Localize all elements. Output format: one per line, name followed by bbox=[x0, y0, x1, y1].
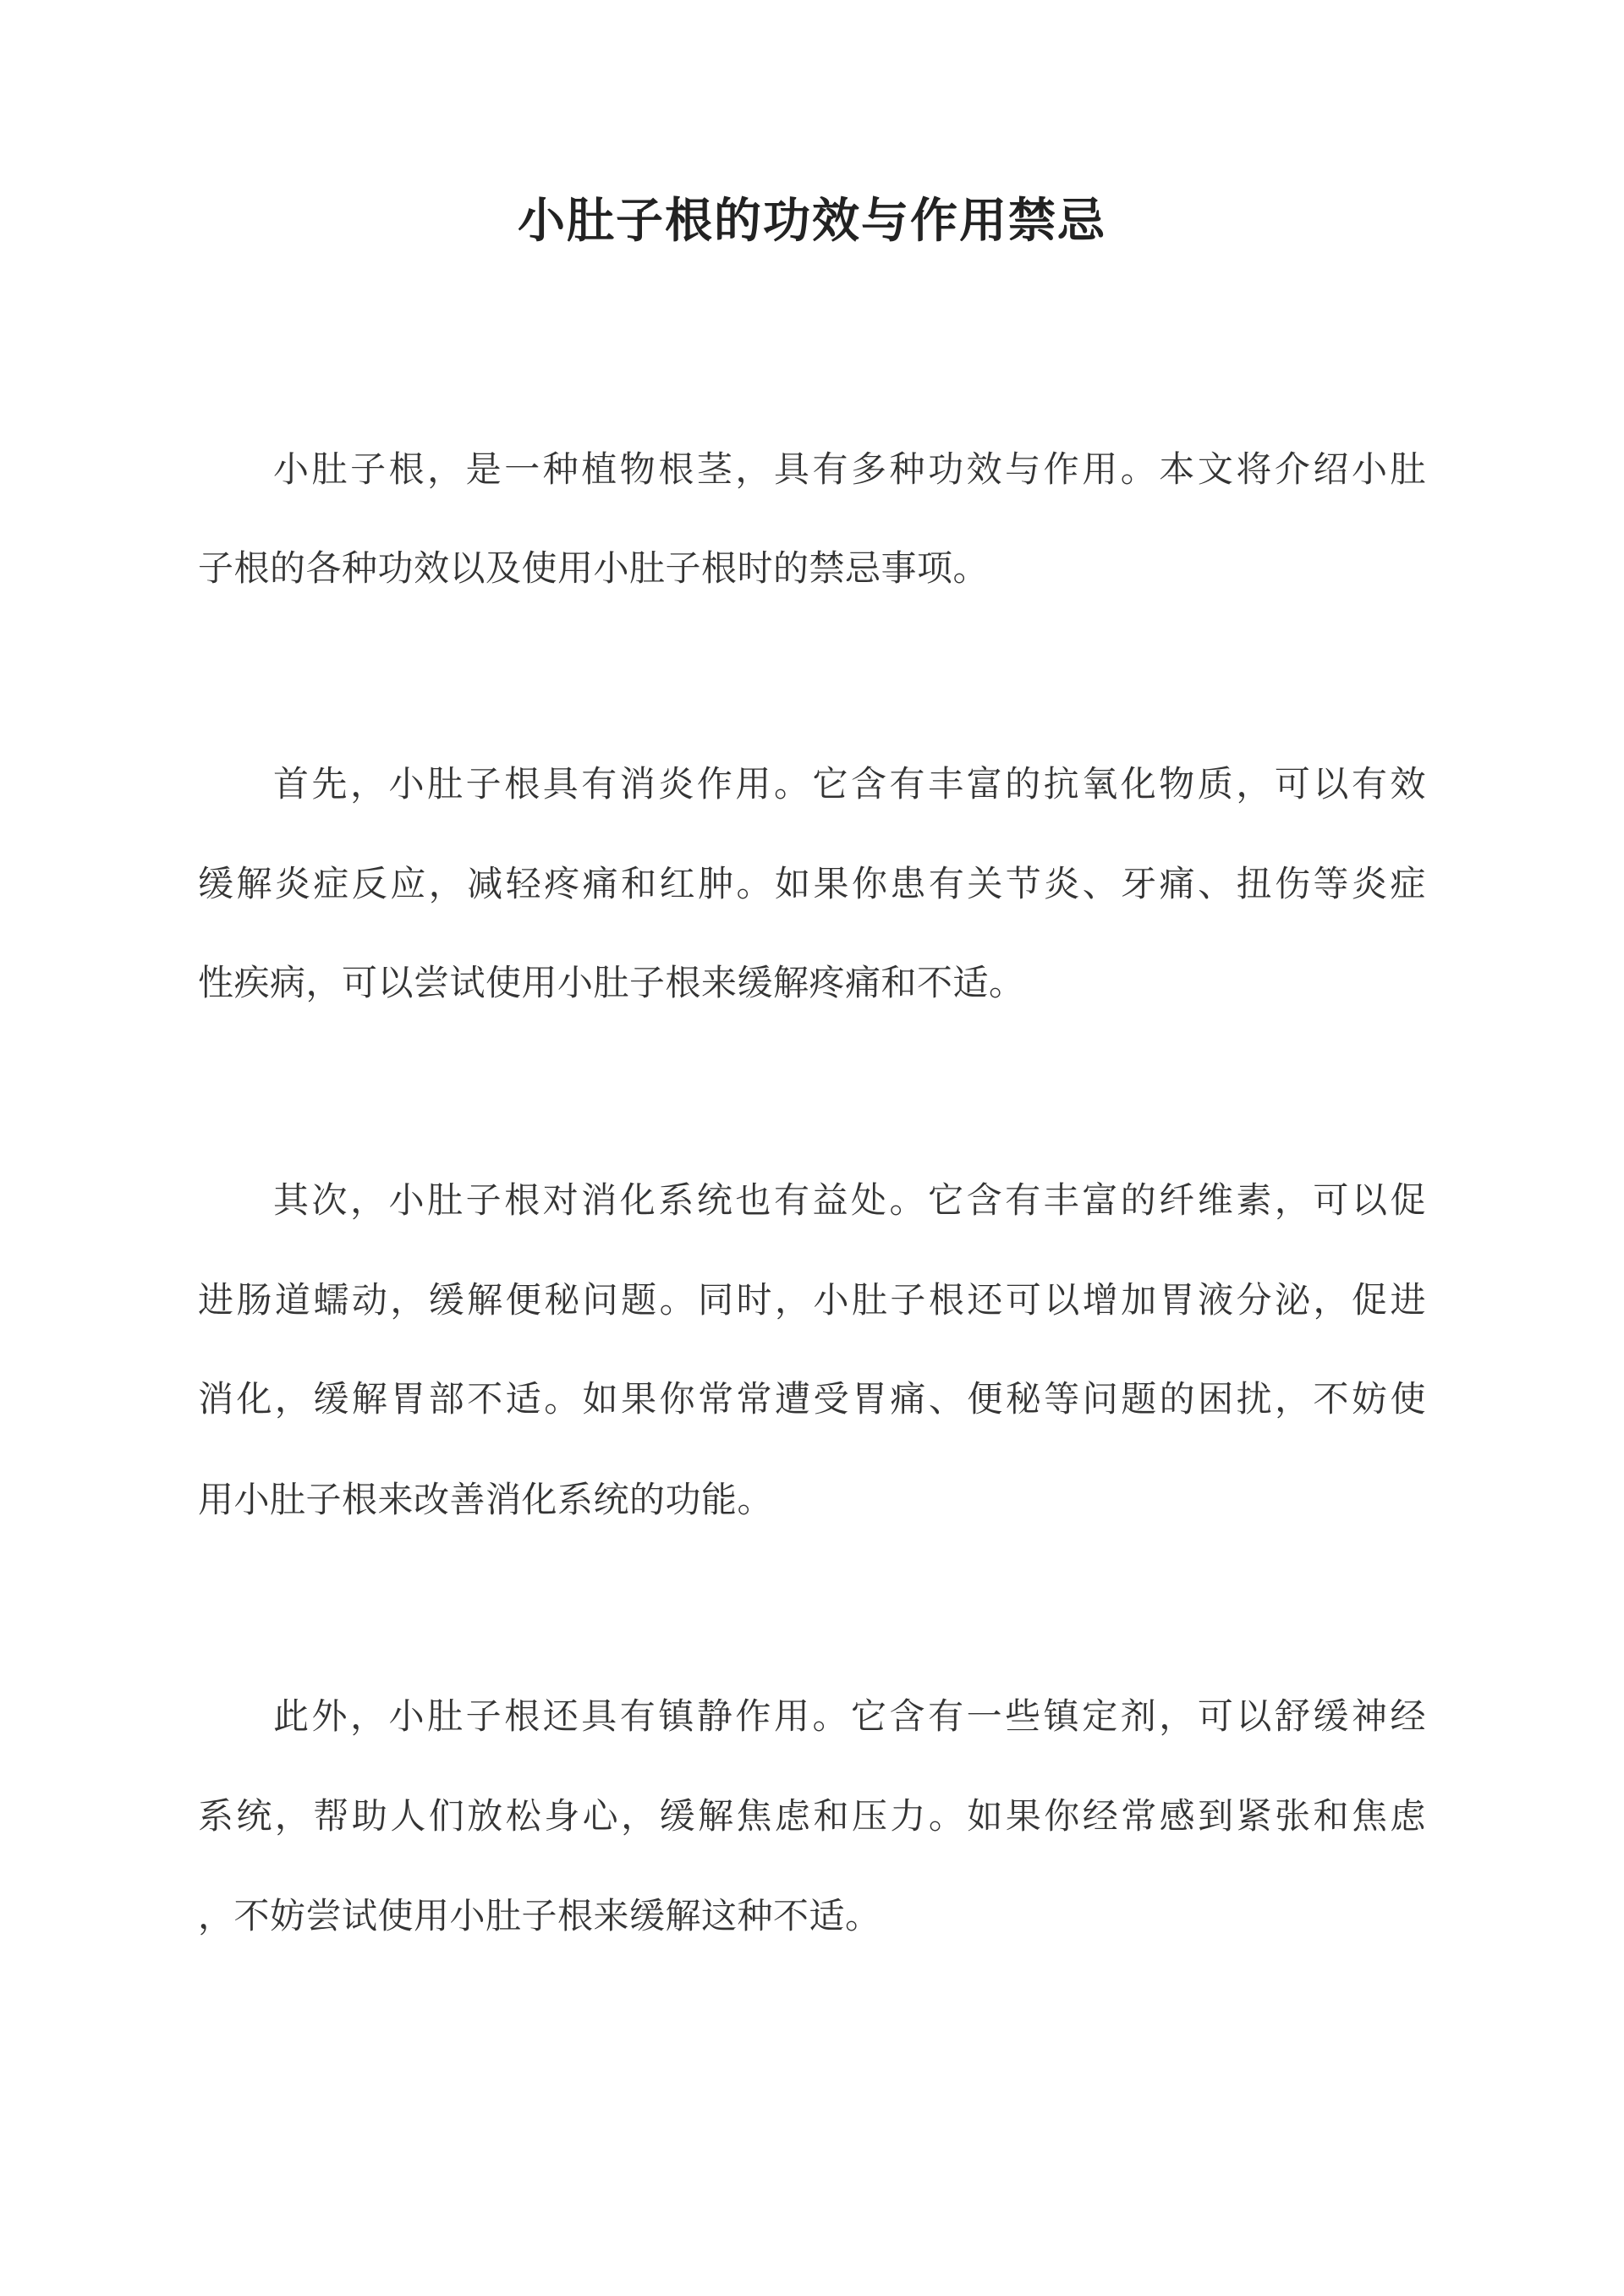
document-title: 小肚子根的功效与作用禁忌 bbox=[518, 193, 1106, 249]
paragraph-line: 性疾病，可以尝试使用小肚子根来缓解疼痛和不适。 bbox=[198, 962, 1025, 1003]
paragraph-line: 小肚子根，是一种植物根茎，具有多种功效与作用。本文将介绍小肚 bbox=[273, 448, 1426, 490]
paragraph-line: 首先，小肚子根具有消炎作用。它含有丰富的抗氧化物质，可以有效 bbox=[273, 763, 1426, 805]
paragraph-line: ，不妨尝试使用小肚子根来缓解这种不适。 bbox=[198, 1895, 881, 1936]
paragraph-line: 子根的各种功效以及使用小肚子根时的禁忌事项。 bbox=[198, 547, 990, 589]
paragraph-line: 此外，小肚子根还具有镇静作用。它含有一些镇定剂，可以舒缓神经 bbox=[273, 1695, 1426, 1737]
paragraph-line: 消化，缓解胃部不适。如果你常常遭受胃痛、便秘等问题的困扰，不妨使 bbox=[198, 1378, 1426, 1420]
paragraph-line: 系统，帮助人们放松身心，缓解焦虑和压力。如果你经常感到紧张和焦虑 bbox=[198, 1795, 1426, 1837]
paragraph-line: 其次，小肚子根对消化系统也有益处。它含有丰富的纤维素，可以促 bbox=[273, 1179, 1426, 1221]
paragraph-line: 用小肚子根来改善消化系统的功能。 bbox=[198, 1479, 774, 1520]
paragraph-line: 进肠道蠕动，缓解便秘问题。同时，小肚子根还可以增加胃液分泌，促进 bbox=[198, 1279, 1426, 1321]
paragraph-line: 缓解炎症反应，减轻疼痛和红肿。如果你患有关节炎、牙痛、扭伤等炎症 bbox=[198, 863, 1426, 904]
